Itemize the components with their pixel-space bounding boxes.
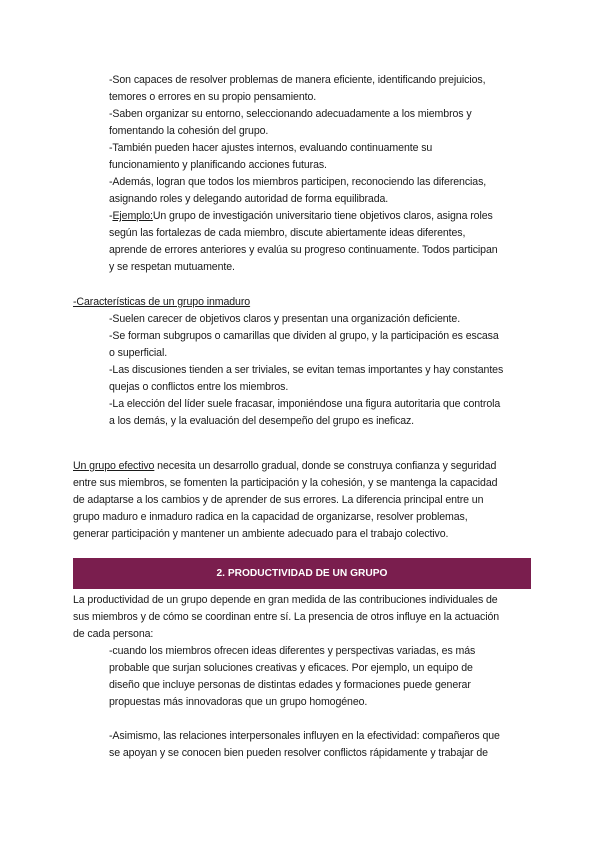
- text-line: se apoyan y se conocen bien pueden resolver conflictos rápidamente y trabajar de: [109, 747, 488, 759]
- text-line: grupo maduro e inmaduro radica en la capacidad de organizarse, resolver problemas,: [73, 511, 468, 523]
- text-line: temores o errores en su propio pensamiento.: [109, 91, 317, 103]
- text-line: propuestas más innovadoras que un grupo homogéneo.: [109, 696, 368, 708]
- text-line: -También pueden hacer ajustes internos, evaluando continuamente su: [109, 142, 433, 154]
- text-line: -La elección del líder suele fracasar, imponiéndose una figura autoritaria que controla: [109, 398, 501, 410]
- text-line: quejas o conflictos entre los miembros.: [109, 381, 289, 393]
- text-line: o superficial.: [109, 347, 168, 359]
- text-line: de cada persona:: [73, 628, 154, 640]
- text-line: -Las discusiones tienden a ser triviales, se evitan temas importantes y hay constantes: [109, 364, 504, 376]
- text-line: según las fortalezas de cada miembro, discute abiertamente ideas diferentes,: [109, 227, 466, 239]
- text-line: sus miembros y de cómo se coordinan entre sí. La presencia de otros influye en la actuación: [73, 611, 500, 623]
- text-line: diseño que incluye personas de distintas edades y formaciones puede generar: [109, 679, 471, 691]
- text-line: -Además, logran que todos los miembros participen, reconociendo las diferencias,: [109, 176, 487, 188]
- text-line: aprende de errores anteriores y evalúa su progreso continuamente. Todos participan: [109, 244, 498, 256]
- text-line: de adaptarse a los cambios y de aprender de sus errores. La diferencia principal entre un: [73, 494, 484, 506]
- summary-first-line: Un grupo efectivo necesita un desarrollo gradual, donde se construya confianza y seguridad: [73, 460, 497, 472]
- text-line: La productividad de un grupo depende en gran medida de las contribuciones individuales de: [73, 594, 498, 606]
- text-line: -Saben organizar su entorno, seleccionando adecuadamente a los miembros y: [109, 108, 472, 120]
- text-line: entre sus miembros, se fomenten la participación y la cohesión, y se mantenga la capacidad: [73, 477, 498, 489]
- text-line: -cuando los miembros ofrecen ideas diferentes y perspectivas variadas, es más: [109, 645, 476, 657]
- immature-heading: -Características de un grupo inmaduro: [73, 296, 251, 308]
- text-line: funcionamiento y planificando acciones futuras.: [109, 159, 327, 171]
- text-line: asignando roles y delegando autoridad de forma equilibrada.: [109, 193, 389, 205]
- text-line: probable que surjan soluciones creativas y eficaces. Por ejemplo, un equipo de: [109, 662, 473, 674]
- text-line: fomentando la cohesión del grupo.: [109, 125, 269, 137]
- text-line: generar participación y mantener un ambiente adecuado para el trabajo colectivo.: [73, 528, 449, 540]
- text-line: a los demás, y la evaluación del desempeño del grupo es ineficaz.: [109, 415, 415, 427]
- text-line: y se respetan mutuamente.: [109, 261, 235, 273]
- example-line: [109, 209, 493, 223]
- example-prefix: -: [109, 210, 113, 222]
- text-line: -Son capaces de resolver problemas de manera eficiente, identificando prejuicios,: [109, 74, 486, 86]
- section-banner: [73, 558, 531, 589]
- text-line: -Asimismo, las relaciones interpersonales influyen en la efectividad: compañeros que: [109, 730, 500, 742]
- summary-lead: Un grupo efectivo: [73, 460, 155, 472]
- text-line: -Suelen carecer de objetivos claros y presentan una organización deficiente.: [109, 313, 461, 325]
- example-text: Un grupo de investigación universitario tiene objetivos claros, asigna roles: [152, 210, 493, 222]
- text-line: -Se forman subgrupos o camarillas que dividen al grupo, y la participación es escasa: [109, 330, 499, 342]
- example-label: Ejemplo:: [112, 210, 153, 222]
- section-title: 2. PRODUCTIVIDAD DE UN GRUPO: [216, 568, 388, 579]
